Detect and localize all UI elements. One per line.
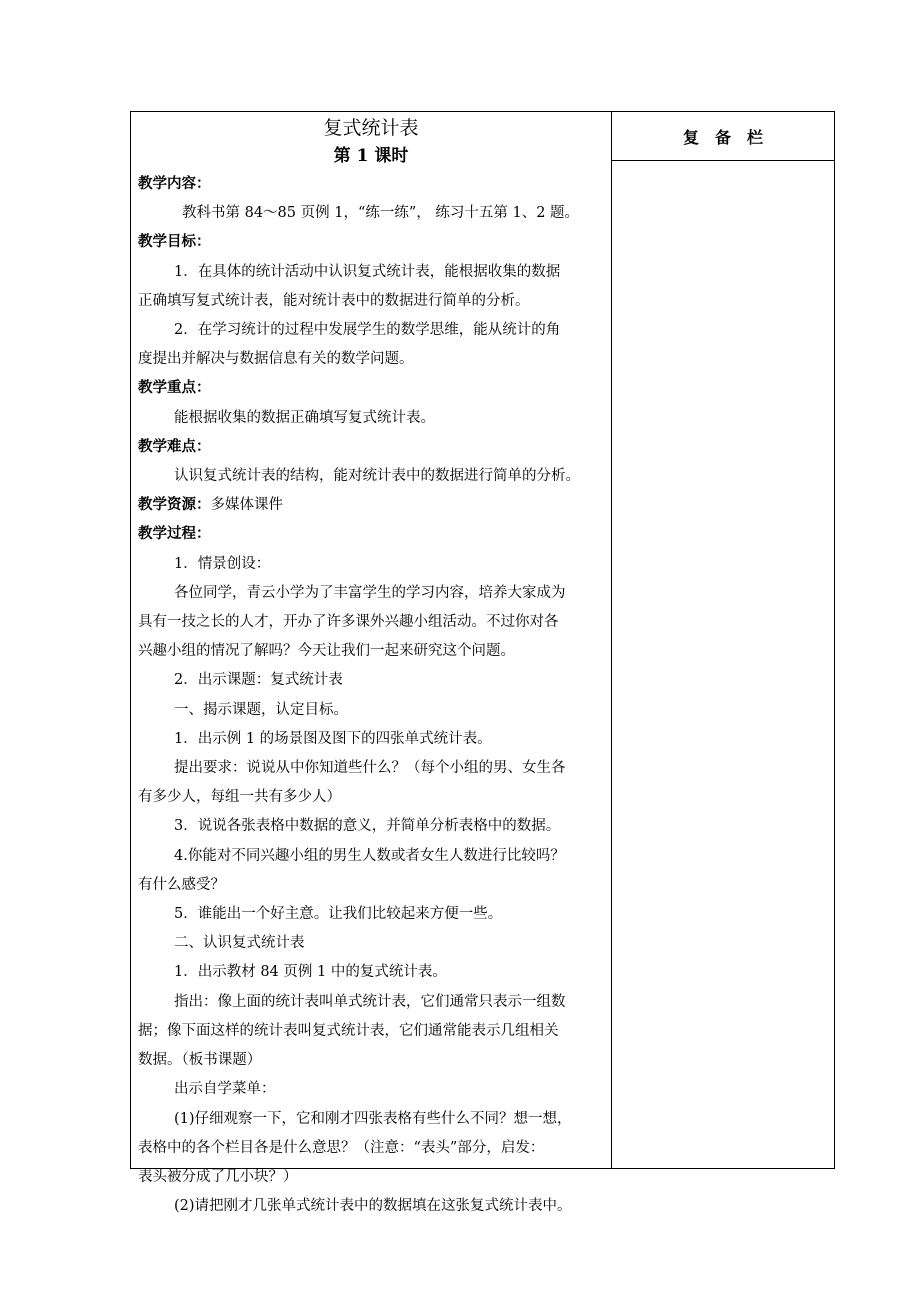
section-label: 教学内容： xyxy=(138,176,211,192)
section-label: 教学资源： xyxy=(138,497,211,514)
text-line: 2．在学习统计的过程中发展学生的数学思维，能从统计的角 xyxy=(174,322,561,339)
text-line: 1．情景创设： xyxy=(174,555,271,572)
text-line: (2)请把刚才几张单式统计表中的数据填在这张复式统计表中。 xyxy=(174,1198,572,1215)
text-line: 二、认识复式统计表 xyxy=(174,935,305,952)
text-line: 一、揭示课题，认定目标。 xyxy=(174,701,348,718)
text-line: 出示自学菜单： xyxy=(174,1081,276,1098)
text-line: 5．谁能出一个好主意。让我们比较起来方便一些。 xyxy=(174,906,503,923)
text-line: 有多少人，每组一共有多少人） xyxy=(138,789,341,806)
page-title: 复式统计表 xyxy=(323,117,419,139)
text-line: 1．出示例 1 的场景图及图下的四张单式统计表。 xyxy=(174,730,492,747)
section-inline xyxy=(138,491,606,520)
text-line: 表格中的各个栏目各是什么意思？（注意：“表头”部分，启发： xyxy=(138,1139,545,1156)
text-line: 1．在具体的统计活动中认识复式统计表，能根据收集的数据 xyxy=(174,263,561,280)
review-notes-header: 复 备 栏 xyxy=(612,112,834,161)
text-line: 1．出示教材 84 页例 1 中的复式统计表。 xyxy=(174,964,447,981)
section-label: 教学重点： xyxy=(138,380,211,397)
text-line: 2．出示课题：复式统计表 xyxy=(174,672,343,689)
text-line: 指出：像上面的统计表叫单式统计表，它们通常只表示一组数 xyxy=(174,993,566,1010)
text-line: 正确填写复式统计表，能对统计表中的数据进行简单的分析。 xyxy=(138,292,530,309)
text-line: 教科书第 84～85 页例 1，“练一练”， 练习十五第 1、2 题。 xyxy=(182,205,580,222)
section-label: 教学难点： xyxy=(138,438,211,455)
text-line: 兴趣小组的情况了解吗？今天让我们一起来研究这个问题。 xyxy=(138,643,515,660)
text-line: (1)仔细观察一下，它和刚才四张表格有些什么不同？想一想， xyxy=(174,1110,572,1127)
text-line: 3．说说各张表格中数据的意义，并简单分析表格中的数据。 xyxy=(174,818,561,835)
section-label: 教学目标： xyxy=(138,234,211,251)
text-line: 具有一技之长的人才，开办了许多课外兴趣小组活动。不过你对各 xyxy=(138,614,559,631)
page-subtitle: 第 1 课时 xyxy=(333,146,409,166)
text-line: 数据。（板书课题） xyxy=(138,1052,262,1069)
text-line: 认识复式统计表的结构，能对统计表中的数据进行简单的分析。 xyxy=(174,468,580,485)
text-line: 4.你能对不同兴趣小组的男生人数或者女生人数进行比较吗？ xyxy=(174,847,565,864)
lesson-plan-table xyxy=(130,111,835,1215)
text-line: 能根据收集的数据正确填写复式统计表。 xyxy=(174,409,435,426)
text-line: 度提出并解决与数据信息有关的数学问题。 xyxy=(138,351,414,368)
review-notes-column xyxy=(612,112,834,1168)
text-line: 提出要求：说说从中你知道些什么？（每个小组的男、女生各 xyxy=(174,760,566,777)
main-content-column xyxy=(131,112,612,1215)
lesson-content xyxy=(131,170,611,1221)
text-line: 有什么感受？ xyxy=(138,876,225,893)
text-line: 据；像下面这样的统计表叫复式统计表，它们通常能表示几组相关 xyxy=(138,1022,559,1039)
text-line: 各位同学，青云小学为了丰富学生的学习内容，培养大家成为 xyxy=(174,584,566,601)
text-line: 表头被分成了几小块？） xyxy=(138,1168,298,1185)
section-label: 教学过程： xyxy=(138,526,211,543)
section-inline-value: 多媒体课件 xyxy=(210,497,283,514)
